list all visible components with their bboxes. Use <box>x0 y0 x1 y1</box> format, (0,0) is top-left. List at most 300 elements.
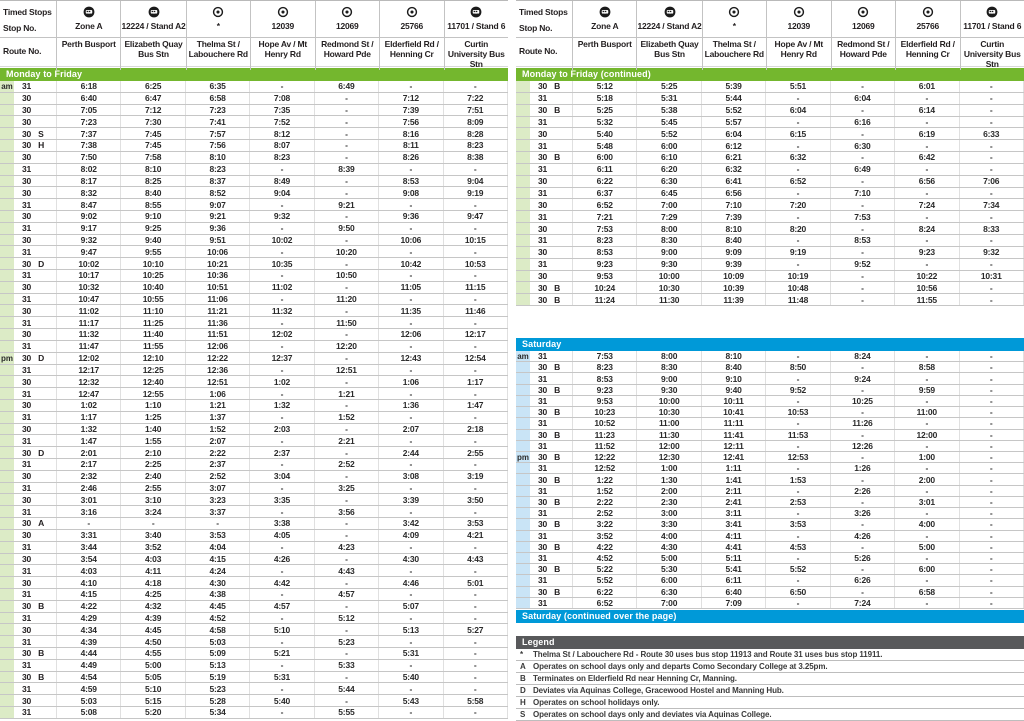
legend-symbol: B <box>516 674 533 683</box>
time-cell: - <box>443 270 508 281</box>
route-cell <box>530 497 572 507</box>
legend-section <box>516 636 1024 721</box>
time-cell: 6:30 <box>830 140 894 151</box>
time-cell: 4:00 <box>636 531 700 541</box>
timetable-row <box>0 223 508 235</box>
time-cell: - <box>959 351 1024 361</box>
time-cell: - <box>894 441 958 451</box>
timetable-row <box>0 199 508 211</box>
time-cell: 8:40 <box>120 187 184 198</box>
timing-point-icon <box>406 4 418 19</box>
route-flag: B <box>554 283 560 293</box>
route-cell <box>14 294 56 305</box>
time-cell: 8:28 <box>443 128 508 139</box>
time-cell: 6:25 <box>120 81 184 92</box>
stop-column-header <box>636 1 701 70</box>
timetable-row <box>0 258 508 270</box>
route-flag: B <box>554 587 560 597</box>
time-cell: 4:26 <box>830 531 894 541</box>
time-cell: 4:46 <box>378 577 442 588</box>
period-label <box>0 435 14 446</box>
time-cell: - <box>765 351 829 361</box>
time-cell: - <box>378 388 442 399</box>
time-cell: - <box>56 518 120 529</box>
time-cell: 8:00 <box>636 223 700 234</box>
route-cell <box>14 353 56 364</box>
route-cell <box>14 164 56 175</box>
time-cell: - <box>959 152 1024 163</box>
time-cell: 11:46 <box>443 305 508 316</box>
time-cell: 6:49 <box>830 164 894 175</box>
route-number: 30 <box>22 176 31 186</box>
time-cell: 8:09 <box>443 116 508 127</box>
period-label <box>0 128 14 139</box>
period-label <box>0 246 14 257</box>
time-cell: - <box>443 672 508 683</box>
period-label <box>516 117 530 128</box>
time-cell: 3:07 <box>185 483 249 494</box>
time-cell: 5:52 <box>636 128 700 139</box>
time-cell: - <box>959 117 1024 128</box>
time-cell: 8:40 <box>701 362 765 372</box>
timetable-row <box>516 105 1024 117</box>
route-cell <box>14 176 56 187</box>
time-cell: - <box>830 452 894 462</box>
route-cell <box>14 116 56 127</box>
time-cell: 5:22 <box>572 564 636 574</box>
route-number: 31 <box>538 141 547 151</box>
timetable-row <box>0 317 508 329</box>
period-label <box>0 211 14 222</box>
route-cell <box>14 483 56 494</box>
route-number: 30 <box>22 601 31 611</box>
time-cell: - <box>443 707 508 718</box>
time-cell: 9:53 <box>572 396 636 406</box>
time-cell: 10:06 <box>378 235 442 246</box>
time-cell: - <box>443 199 508 210</box>
timetable-row <box>0 494 508 506</box>
time-cell: 10:39 <box>701 282 765 293</box>
stop-column-header <box>379 1 443 70</box>
time-cell: 8:52 <box>185 187 249 198</box>
time-cell: 9:19 <box>443 187 508 198</box>
route-cell <box>530 235 572 246</box>
stop-name: Perth Busport <box>62 39 116 49</box>
time-cell: - <box>249 388 313 399</box>
timetable-row <box>0 164 508 176</box>
time-cell: 6:35 <box>185 81 249 92</box>
time-cell: 3:10 <box>120 494 184 505</box>
timetable-row <box>516 418 1024 429</box>
stop-column-header <box>250 1 314 70</box>
stop-number: 11701 / Stand 6 <box>447 19 505 33</box>
route-cell <box>530 587 572 597</box>
time-cell: 6:00 <box>636 575 700 585</box>
time-cell: 7:37 <box>56 128 120 139</box>
time-cell: - <box>830 385 894 395</box>
period-label <box>516 441 530 451</box>
time-cell: 4:57 <box>249 601 313 612</box>
time-cell: 4:52 <box>185 613 249 624</box>
time-cell: - <box>894 140 958 151</box>
time-cell: 4:57 <box>314 589 378 600</box>
route-cell <box>530 474 572 484</box>
route-cell <box>530 152 572 163</box>
route-number: 30 <box>22 105 31 115</box>
time-cell: - <box>765 188 829 199</box>
time-cell: 2:01 <box>56 447 120 458</box>
time-cell: 12:02 <box>249 329 313 340</box>
time-cell: - <box>765 486 829 496</box>
period-label <box>516 152 530 163</box>
time-cell: 10:11 <box>701 396 765 406</box>
time-cell: - <box>378 483 442 494</box>
time-cell: 8:55 <box>120 199 184 210</box>
time-cell: 1:06 <box>378 376 442 387</box>
stop-column-header <box>186 1 251 70</box>
timetable-row <box>0 565 508 577</box>
bus-station-icon <box>148 4 160 19</box>
stop-number: * <box>733 19 736 33</box>
time-cell: 12:00 <box>894 430 958 440</box>
time-cell: 8:10 <box>701 351 765 361</box>
time-cell: - <box>443 81 508 92</box>
timetable-row <box>0 211 508 223</box>
time-cell: - <box>959 463 1024 473</box>
time-cell: - <box>894 553 958 563</box>
time-cell: 9:00 <box>636 373 700 383</box>
route-cell <box>14 152 56 163</box>
timetable-row <box>516 351 1024 362</box>
time-cell: 8:20 <box>765 223 829 234</box>
time-cell: - <box>314 471 378 482</box>
time-cell: 9:10 <box>701 373 765 383</box>
route-number: 31 <box>22 223 31 233</box>
time-cell: 10:09 <box>701 271 765 282</box>
time-cell: 5:00 <box>120 660 184 671</box>
route-number: 31 <box>22 412 31 422</box>
time-cell: 8:58 <box>894 362 958 372</box>
stop-number: 11701 / Stand 6 <box>963 19 1021 33</box>
time-cell: 6:50 <box>765 587 829 597</box>
time-cell: - <box>443 341 508 352</box>
time-cell: 7:24 <box>830 598 894 608</box>
time-cell: 8:23 <box>572 235 636 246</box>
timetable-row <box>0 447 508 459</box>
time-cell: 6:45 <box>636 188 700 199</box>
route-flag: B <box>554 564 560 574</box>
stop-name: Redmond St / Howard Pde <box>316 39 380 59</box>
route-cell <box>14 424 56 435</box>
time-cell: 11:53 <box>765 430 829 440</box>
route-flag: D <box>38 448 44 458</box>
timetable-row <box>516 140 1024 152</box>
route-number: 31 <box>22 707 31 717</box>
route-number: 30 <box>538 430 547 440</box>
route-number: 31 <box>22 566 31 576</box>
time-cell: 10:02 <box>56 258 120 269</box>
period-label <box>516 575 530 585</box>
time-cell: 4:22 <box>56 601 120 612</box>
timetable-row <box>516 553 1024 564</box>
route-cell <box>530 486 572 496</box>
time-cell: 2:07 <box>185 435 249 446</box>
time-cell: - <box>249 707 313 718</box>
time-cell: - <box>378 341 442 352</box>
timetable-row <box>0 459 508 471</box>
route-cell <box>14 695 56 706</box>
period-label <box>0 105 14 116</box>
timetable-row <box>516 497 1024 508</box>
route-number: 31 <box>538 374 547 384</box>
route-number: 30 <box>538 542 547 552</box>
time-cell: 7:24 <box>894 199 958 210</box>
route-number: 30 <box>22 353 31 363</box>
time-cell: 6:14 <box>894 105 958 116</box>
time-cell: 10:25 <box>120 270 184 281</box>
time-cell: 4:34 <box>56 624 120 635</box>
route-number: 30 <box>538 105 547 115</box>
time-cell: 12:25 <box>120 365 184 376</box>
time-cell: 2:52 <box>314 459 378 470</box>
time-cell: 6:32 <box>701 164 765 175</box>
time-cell: 11:40 <box>120 329 184 340</box>
time-cell: - <box>959 362 1024 372</box>
route-number: 31 <box>22 389 31 399</box>
timetable-row <box>516 441 1024 452</box>
period-label <box>0 683 14 694</box>
time-cell: 8:23 <box>443 140 508 151</box>
time-cell: - <box>314 128 378 139</box>
time-cell: 6:04 <box>830 93 894 104</box>
time-cell: 6:00 <box>572 152 636 163</box>
time-cell: - <box>765 373 829 383</box>
time-cell: 8:10 <box>701 223 765 234</box>
time-cell: 4:52 <box>572 553 636 563</box>
header-row-label: Route No. <box>519 46 557 56</box>
time-cell: 10:06 <box>185 246 249 257</box>
time-cell: 3:39 <box>378 494 442 505</box>
time-cell: 5:52 <box>701 105 765 116</box>
route-number: 31 <box>538 418 547 428</box>
time-cell: - <box>830 199 894 210</box>
time-cell: 9:17 <box>56 223 120 234</box>
period-label: pm <box>0 353 14 364</box>
stop-number: 12069 <box>852 19 875 33</box>
route-number: 30 <box>22 578 31 588</box>
route-cell <box>14 412 56 423</box>
stop-number: 12224 / Stand A2 <box>121 19 185 33</box>
time-cell: - <box>249 341 313 352</box>
time-cell: - <box>314 116 378 127</box>
route-number: 31 <box>22 637 31 647</box>
period-label <box>516 81 530 92</box>
legend-item <box>516 673 1024 685</box>
route-number: 30 <box>22 530 31 540</box>
period-label <box>516 188 530 199</box>
time-cell: 7:21 <box>572 211 636 222</box>
time-cell: 5:08 <box>56 707 120 718</box>
route-cell <box>530 81 572 92</box>
time-cell: 4:29 <box>56 613 120 624</box>
timetable-row <box>0 660 508 672</box>
time-cell: 9:21 <box>185 211 249 222</box>
time-cell: 4:21 <box>443 530 508 541</box>
route-number: 30 <box>22 152 31 162</box>
time-cell: 10:22 <box>894 271 958 282</box>
time-cell: 3:38 <box>249 518 313 529</box>
timetable-row <box>0 424 508 436</box>
route-cell <box>530 140 572 151</box>
route-number: 31 <box>22 613 31 623</box>
time-cell: - <box>894 373 958 383</box>
timetable-row <box>516 188 1024 200</box>
route-cell <box>14 660 56 671</box>
stop-name: Perth Busport <box>578 39 632 49</box>
time-cell: 8:30 <box>636 235 700 246</box>
time-cell: - <box>765 396 829 406</box>
time-cell: 1:26 <box>830 463 894 473</box>
time-cell: - <box>959 373 1024 383</box>
time-cell: - <box>378 636 442 647</box>
route-flag: B <box>554 295 560 305</box>
route-cell <box>14 93 56 104</box>
time-cell: 11:26 <box>830 418 894 428</box>
time-cell: 11:47 <box>56 341 120 352</box>
time-cell: - <box>959 211 1024 222</box>
stop-column-header <box>315 1 380 70</box>
header-row-labels <box>516 1 572 70</box>
time-cell: 3:23 <box>185 494 249 505</box>
timetable-panel-left <box>0 0 508 719</box>
time-cell: 8:23 <box>249 152 313 163</box>
time-cell: 12:52 <box>572 463 636 473</box>
time-cell: 6:52 <box>572 598 636 608</box>
route-number: 31 <box>538 531 547 541</box>
route-number: 30 <box>22 696 31 706</box>
route-number: 30 <box>22 306 31 316</box>
time-cell: 11:00 <box>894 407 958 417</box>
timetable-row <box>0 187 508 199</box>
time-cell: - <box>314 93 378 104</box>
time-cell: 9:36 <box>185 223 249 234</box>
route-cell <box>14 305 56 316</box>
route-number: 30 <box>22 495 31 505</box>
period-label <box>0 258 14 269</box>
timetable-row <box>0 176 508 188</box>
route-number: 30 <box>22 211 31 221</box>
time-cell: 4:50 <box>120 636 184 647</box>
time-cell: - <box>830 282 894 293</box>
time-cell: 5:44 <box>314 683 378 694</box>
time-cell: - <box>765 211 829 222</box>
route-cell <box>14 105 56 116</box>
period-label <box>0 554 14 565</box>
time-cell: - <box>765 441 829 451</box>
time-cell: 3:53 <box>765 519 829 529</box>
stop-name: Redmond St / Howard Pde <box>832 39 896 59</box>
period-label <box>516 531 530 541</box>
time-cell: 6:37 <box>572 188 636 199</box>
time-cell: - <box>314 577 378 588</box>
time-cell: - <box>314 305 378 316</box>
timetable-row <box>516 385 1024 396</box>
legend-text: Operates on school days only and departs Como Secondary College at 3.25pm. <box>533 662 827 671</box>
period-label <box>516 508 530 518</box>
time-cell: 8:24 <box>894 223 958 234</box>
bus-station-icon <box>83 4 95 19</box>
legend-symbol: D <box>516 686 533 695</box>
period-label <box>516 199 530 210</box>
legend-item <box>516 661 1024 673</box>
time-cell: 1:36 <box>378 400 442 411</box>
legend-text: Operates on school days only and deviates via Aquinas College. <box>533 710 771 719</box>
route-cell <box>14 365 56 376</box>
time-cell: - <box>443 660 508 671</box>
time-cell: - <box>120 518 184 529</box>
time-cell: 7:39 <box>701 211 765 222</box>
route-number: 31 <box>22 270 31 280</box>
route-number: 31 <box>22 542 31 552</box>
time-cell: 1:10 <box>120 400 184 411</box>
timetable-row <box>516 117 1024 129</box>
time-cell: 8:10 <box>185 152 249 163</box>
time-cell: - <box>314 235 378 246</box>
time-cell: 8:53 <box>572 373 636 383</box>
time-cell: 5:11 <box>701 553 765 563</box>
time-cell: - <box>314 518 378 529</box>
time-cell: 9:23 <box>894 247 958 258</box>
time-cell: 2:26 <box>830 486 894 496</box>
time-cell: - <box>314 329 378 340</box>
period-label <box>0 494 14 505</box>
time-cell: - <box>959 553 1024 563</box>
time-cell: 6:19 <box>894 128 958 139</box>
time-cell: - <box>314 624 378 635</box>
legend-text: Deviates via Aquinas College, Gracewood Hostel and Manning Hub. <box>533 686 784 695</box>
time-cell: 4:59 <box>56 683 120 694</box>
time-cell: 1:53 <box>765 474 829 484</box>
time-cell: 7:12 <box>120 105 184 116</box>
time-cell: 2:00 <box>636 486 700 496</box>
time-cell: - <box>378 589 442 600</box>
time-cell: - <box>185 518 249 529</box>
route-cell <box>530 105 572 116</box>
period-label <box>0 282 14 293</box>
stop-name: Curtin University Bus Stn <box>961 39 1024 70</box>
route-number: 30 <box>538 176 547 186</box>
time-cell: - <box>314 648 378 659</box>
time-cell: 7:39 <box>378 105 442 116</box>
route-cell <box>14 317 56 328</box>
time-cell: 5:05 <box>120 672 184 683</box>
time-cell: 11:15 <box>443 282 508 293</box>
stop-number: 12069 <box>336 19 359 33</box>
route-number: 30 <box>22 140 31 150</box>
time-cell: 5:52 <box>572 575 636 585</box>
time-cell: - <box>378 660 442 671</box>
time-cell: 1:52 <box>572 486 636 496</box>
route-cell <box>14 648 56 659</box>
time-cell: 3:50 <box>443 494 508 505</box>
period-label <box>0 223 14 234</box>
weekday-timetable <box>0 81 508 719</box>
time-cell: 12:54 <box>443 353 508 364</box>
time-cell: 8:30 <box>636 362 700 372</box>
time-cell: 5:27 <box>443 624 508 635</box>
period-label <box>0 412 14 423</box>
time-cell: 5:23 <box>314 636 378 647</box>
